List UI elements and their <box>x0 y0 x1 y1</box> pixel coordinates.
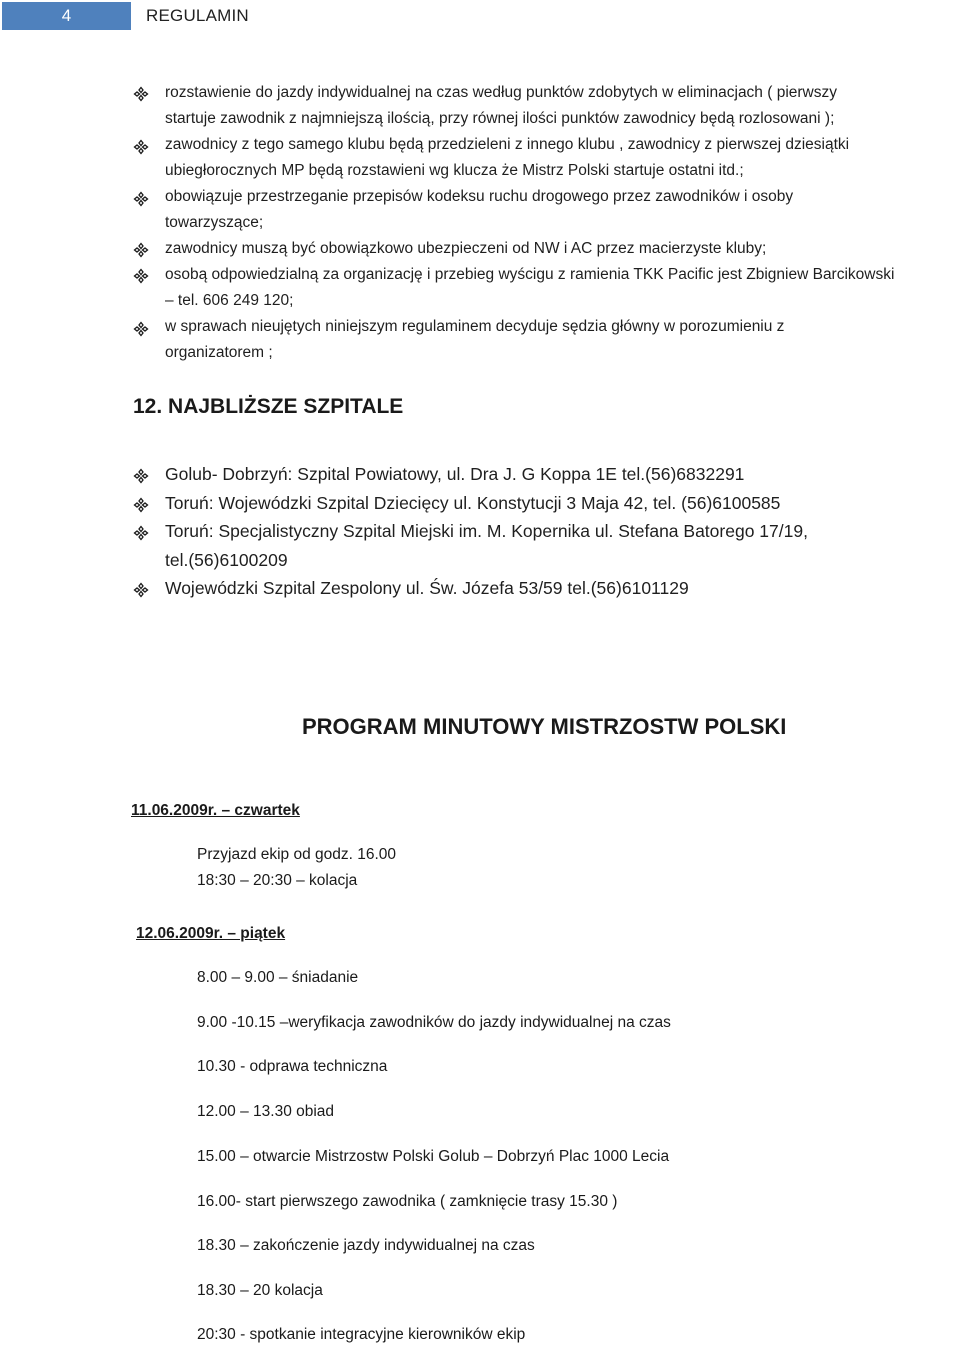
rule-line: osobą odpowiedzialną za organizację i przebieg wyścigu z ramienia TKK Pacific jest Zbigniew Barcikowski <box>165 266 895 283</box>
rule-line: w sprawach nieujętych niniejszym regulaminem decyduje sędzia główny w porozumieniu z <box>165 318 785 335</box>
rule-line: – tel. 606 249 120; <box>165 292 294 309</box>
hospital-line: Toruń: Specjalistyczny Szpital Miejski im. M. Kopernika ul. Stefana Batorego 17/19, <box>165 521 808 541</box>
diamond-bullet-icon <box>133 242 149 258</box>
page-header <box>0 0 960 34</box>
rule-line: organizatorem ; <box>165 344 273 361</box>
diamond-bullet-icon <box>133 468 149 484</box>
page-number: 4 <box>2 2 131 30</box>
hospitals-section-title: 12. NAJBLIŻSZE SZPITALE <box>133 395 404 418</box>
day-heading-thursday: 11.06.2009r. – czwartek <box>131 802 300 819</box>
rule-line: startuje zawodnik z najmniejszą ilością, przy równej ilości punktów zawodnicy będą rozlosowani ); <box>165 110 835 127</box>
rule-line: zawodnicy muszą być obowiązkowo ubezpieczeni od NW i AC przez macierzyste kluby; <box>165 240 767 257</box>
rule-line: rozstawienie do jazdy indywidualnej na czas według punktów zdobytych w eliminacjach ( pierwszy <box>165 84 837 101</box>
rule-line: ubiegłorocznych MP będą rozstawieni wg klucza że Mistrz Polski startuje ostatni itd.; <box>165 162 744 179</box>
schedule-entry: 18.30 – zakończenie jazdy indywidualnej na czas <box>197 1237 535 1254</box>
diamond-bullet-icon <box>133 191 149 207</box>
schedule-entry: 9.00 -10.15 –weryfikacja zawodników do jazdy indywidualnej na czas <box>197 1014 671 1031</box>
schedule-entry: 20:30 - spotkanie integracyjne kierowników ekip <box>197 1326 526 1343</box>
schedule-entry: 12.00 – 13.30 obiad <box>197 1103 335 1120</box>
diamond-bullet-icon <box>133 268 149 284</box>
schedule-entry: 15.00 – otwarcie Mistrzostw Polski Golub – Dobrzyń Plac 1000 Lecia <box>197 1148 670 1165</box>
day-heading-friday: 12.06.2009r. – piątek <box>136 925 286 942</box>
hospital-line: Golub- Dobrzyń: Szpital Powiatowy, ul. Dra J. G Koppa 1E tel.(56)6832291 <box>165 464 745 484</box>
diamond-bullet-icon <box>133 139 149 155</box>
schedule-entry: 16.00- start pierwszego zawodnika ( zamknięcie trasy 15.30 ) <box>197 1193 618 1210</box>
program-title: PROGRAM MINUTOWY MISTRZOSTW POLSKI <box>302 714 787 739</box>
rule-line: obowiązuje przestrzeganie przepisów kodeksu ruchu drogowego przez zawodników i osoby <box>165 188 794 205</box>
schedule-entry: 8.00 – 9.00 – śniadanie <box>197 969 359 986</box>
header-title: REGULAMIN <box>146 6 249 25</box>
diamond-bullet-icon <box>133 86 149 102</box>
schedule-entry: 10.30 - odprawa techniczna <box>197 1058 388 1075</box>
hospital-line: Toruń: Wojewódzki Szpital Dziecięcy ul. Konstytucji 3 Maja 42, tel. (56)6100585 <box>165 493 781 513</box>
hospital-line: Wojewódzki Szpital Zespolony ul. Św. Józefa 53/59 tel.(56)6101129 <box>165 578 689 598</box>
diamond-bullet-icon <box>133 582 149 598</box>
diamond-bullet-icon <box>133 525 149 541</box>
rule-line: zawodnicy z tego samego klubu będą przedzieleni z innego klubu , zawodnicy z pierwszej dziesiątki <box>165 136 850 153</box>
schedule-entry: Przyjazd ekip od godz. 16.00 <box>197 846 397 863</box>
schedule-entry: 18:30 – 20:30 – kolacja <box>197 872 358 889</box>
hospital-line: tel.(56)6100209 <box>165 550 288 570</box>
diamond-bullet-icon <box>133 321 149 337</box>
schedule-entry: 18.30 – 20 kolacja <box>197 1282 323 1299</box>
diamond-bullet-icon <box>133 497 149 513</box>
rule-line: towarzyszące; <box>165 214 264 231</box>
